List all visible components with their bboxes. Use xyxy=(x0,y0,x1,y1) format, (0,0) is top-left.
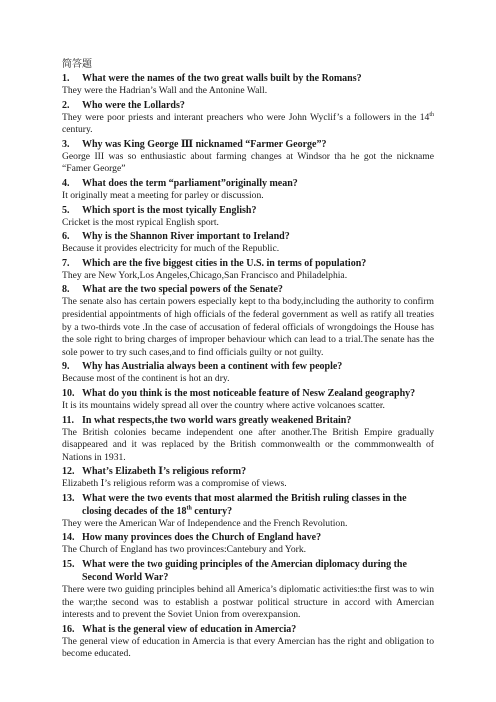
superscript: th xyxy=(186,505,192,512)
answer-text: George III was so enthusiastic about farming changes at Windsor tha he got the nickname “Famer George” xyxy=(62,150,434,175)
question-text: Who were the Lollards? xyxy=(82,99,185,111)
question-number: 3. xyxy=(62,138,70,150)
qa-item xyxy=(62,492,434,531)
question xyxy=(62,204,434,217)
question-number: 9. xyxy=(62,361,70,373)
superscript: th xyxy=(429,111,434,118)
question xyxy=(62,360,434,373)
qa-item xyxy=(62,99,434,137)
question xyxy=(62,99,434,112)
qa-item xyxy=(62,257,434,283)
answer-text: They were the American War of Independence and the French Revolution. xyxy=(62,517,348,529)
question-text: Which sport is the most tyically English? xyxy=(82,204,257,216)
question xyxy=(62,465,434,478)
question-text: What were the two events that most alarmed the British ruling classes in the closing decades of the 18th century? xyxy=(82,492,407,517)
qa-item xyxy=(62,138,434,176)
question-text: How many provinces does the Church of England have? xyxy=(82,532,322,544)
qa-item xyxy=(62,72,434,98)
question xyxy=(62,414,434,427)
question-number: 2. xyxy=(62,99,70,111)
question-number: 6. xyxy=(62,231,70,243)
answer-text: Elizabeth Ⅰ’s religious reform was a compromise of views. xyxy=(62,478,287,490)
qa-item xyxy=(62,387,434,413)
question xyxy=(62,492,434,518)
question-number: 12. xyxy=(62,466,75,478)
section-heading: 简答题 xyxy=(62,59,92,70)
answer-text: The British colonies became independent one after another.The British Empire gradually disappeared and it was replaced by the British commonwealth or the commmonwealth of Nations in 1931. xyxy=(62,426,434,463)
question xyxy=(62,531,434,544)
answer-text: The senate also has certain powers especially kept to tha body,including the authority to confirm presidential appointments of high officials of the federal government as well as ratify all treaties by a two-thirds vote .In the case of accusation of federal officials of wrongdoings the House has the sole right to bring charges of improper behaviour which can lead to a trial.The senate has the sole power to try such cases,and to find officials guilty or not guilty. xyxy=(62,296,434,358)
qa-item xyxy=(62,623,434,661)
question-text: Why has Austrialia always been a continent with few people? xyxy=(82,361,343,373)
qa-item xyxy=(62,558,434,622)
question-text: Why is the Shannon River important to Ireland? xyxy=(82,231,290,243)
question-number: 1. xyxy=(62,73,70,84)
question-text: What were the two guiding principles of the Amercian diplomacy during the Second World War? xyxy=(82,559,407,584)
question-text: Why was King George Ⅲ nicknamed “Farmer George”? xyxy=(82,138,327,150)
answer-text: There were two guiding principles behind all America’s diplomatic activities:the first was to win the war;the second was to establish a postwar political structure in accord with Amercian interests and to prevent the Soviet Union from overexpansion. xyxy=(62,584,434,621)
qa-item xyxy=(62,414,434,465)
question xyxy=(62,623,434,636)
qa-item xyxy=(62,204,434,230)
qa-item xyxy=(62,230,434,256)
qa-item xyxy=(62,465,434,491)
question-number: 5. xyxy=(62,204,70,216)
answer-text: Because most of the continent is hot an dry. xyxy=(62,373,230,385)
question-number: 4. xyxy=(62,177,70,189)
qa-item xyxy=(62,531,434,557)
answer-text: Cricket is the most rypical English sport. xyxy=(62,216,219,228)
answer-text: The general view of education in Amercia is that every Amercian has the right and obligation to become educated. xyxy=(62,635,434,660)
question-number: 14. xyxy=(62,532,75,544)
question-number: 10. xyxy=(62,387,75,399)
answer-text: It is its mountains widely spread all over the country where active volcanoes scatter. xyxy=(62,399,385,411)
answer-text: They were the Hadrian’s Wall and the Antonine Wall. xyxy=(62,85,268,96)
qa-item xyxy=(62,177,434,203)
answer-text: They were poor priests and interant preachers who were John Wyclif’s a followers in the 14th century. xyxy=(62,111,434,136)
question xyxy=(62,230,434,243)
question-number: 7. xyxy=(62,257,70,269)
question xyxy=(62,138,434,151)
question-text: What do you think is the most noticeable feature of Nesw Zealand geography? xyxy=(82,387,416,399)
qa-list xyxy=(62,72,434,661)
answer-text: The Church of England has two provinces:Cantebury and York. xyxy=(62,544,307,556)
answer-text: It originally meat a meeting for parley or discussion. xyxy=(62,189,264,201)
question-text: In what respects,the two world wars greatly weakened Britain? xyxy=(82,414,352,426)
question xyxy=(62,558,434,584)
question-text: What’s Elizabeth Ⅰ’s religious reform? xyxy=(82,466,247,478)
question xyxy=(62,257,434,270)
question-number: 15. xyxy=(62,559,75,571)
answer-text: Because it provides electricity for much of the Republic. xyxy=(62,243,280,255)
question xyxy=(62,387,434,400)
question-number: 16. xyxy=(62,623,75,635)
question xyxy=(62,72,434,85)
question-number: 8. xyxy=(62,284,70,296)
qa-item xyxy=(62,283,434,359)
answer-text: They are New York,Los Angeles,Chicago,San Francisco and Philadelphia. xyxy=(62,269,348,281)
question-number: 11. xyxy=(62,414,74,426)
question-text: What is the general view of education in Amercia? xyxy=(82,623,297,635)
question xyxy=(62,177,434,190)
question-text: What were the names of the two great walls built by the Romans? xyxy=(82,73,362,84)
question-text: What are the two special powers of the Senate? xyxy=(82,284,283,296)
question-number: 13. xyxy=(62,492,75,504)
question-text: Which are the five biggest cities in the U.S. in terms of population? xyxy=(82,257,367,269)
question-text: What does the term “parliament”originally mean? xyxy=(82,177,298,189)
qa-item xyxy=(62,360,434,386)
question xyxy=(62,283,434,296)
